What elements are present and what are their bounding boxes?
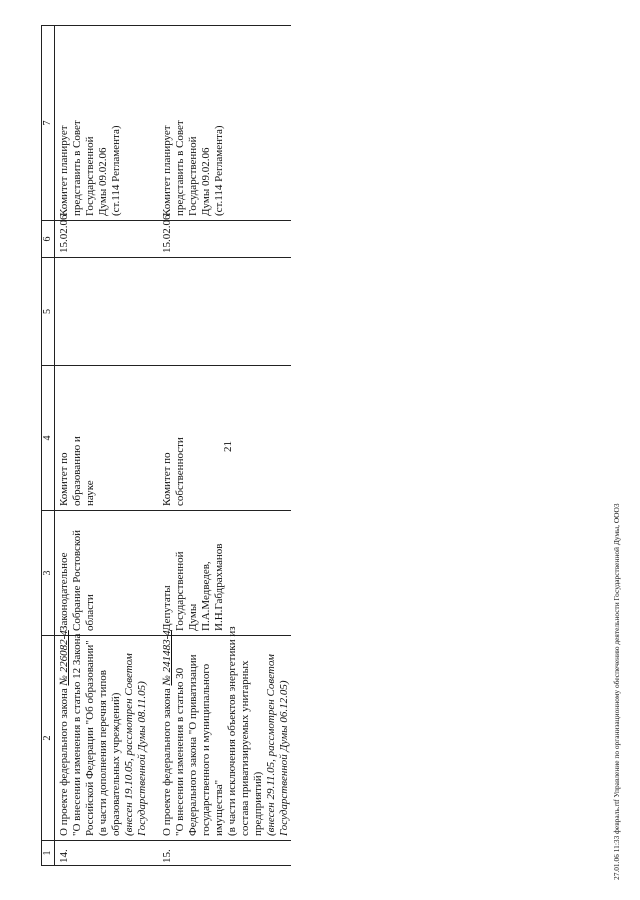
column-number: 3 [42,511,55,636]
bill-title-line: предприятий) [252,771,264,836]
plan-line: Думы 09.02.06 [97,147,109,216]
initiator-line: Собрание Ростовской [71,529,83,631]
page-footer: 27.01.06 11:33 февраль.rtf Управление по организационному обеспечению деятельности Государственной Думы, ООО3 [612,503,621,880]
plan-line: (ст.114 Регламента) [110,125,122,216]
initiator-line: Государственной [174,551,186,631]
table-row [158,26,292,866]
committee-line: образованию и [71,436,83,506]
plan-line: представить в Совет [174,120,186,216]
bill-title-first-line: О проекте федерального закона № 241483-4 [161,630,173,836]
bill-title-line: Российской Федерации "Об образовании" [84,640,96,836]
bill-title-line: состава приватизируемых унитарных [239,660,251,836]
bill-note-line: (внесен 19.10.05, рассмотрен Советом [123,653,135,836]
bill-title-first-line: О проекте федерального закона № 226082-4 [58,630,70,836]
bill-description [55,630,159,841]
row-number: 14. [55,841,159,866]
column-number: 1 [42,841,55,866]
bill-note-line: Государственной Думы 06.12.05) [278,680,290,836]
initiator-line: Законодательное [58,552,70,631]
plan-line: Государственной [187,136,199,216]
column-number: 4 [42,366,55,511]
bill-title-line: (в части исключения объектов энергетики из [226,626,238,836]
initiator-line: области [84,594,96,631]
column-5-cell [158,258,292,366]
bill-number: № 226082-4 [58,630,70,686]
bill-title-line: "О внесении изменения в статью 12 Закона [71,633,83,836]
bill-number: № 241483-4 [161,630,173,686]
column-number: 6 [42,221,55,258]
initiator-line: И.Н.Габдрахманов [213,543,225,631]
table-row [55,26,159,866]
responsible-committee [158,366,292,511]
bills-table-grid [41,25,292,866]
plan-line: Комитет планирует [58,125,70,216]
page-number: 21 [222,441,234,452]
bill-note-line: (внесен 29.11.05, рассмотрен Советом [265,654,277,836]
column-number-row [42,26,55,866]
initiator-line: Думы [187,603,199,631]
column-number: 5 [42,258,55,366]
bill-title-line: "О внесении изменения в статью 30 [174,667,186,836]
plan-note [158,26,292,221]
bill-title-line: Федерального закона "О приватизации [187,654,199,836]
bill-note-line: Государственной Думы 08.11.05) [136,681,148,836]
column-5-cell [55,258,159,366]
plan-line: представить в Совет [71,120,83,216]
initiator-line: Депутаты [161,585,173,631]
committee-line: Комитет по [58,452,70,506]
bill-initiator [55,511,159,636]
committee-line: Комитет по [161,452,173,506]
initiator-line: П.А.Медведев, [200,561,212,631]
row-number: 15. [158,841,292,866]
bill-title-line: государственного и муниципального [200,663,212,836]
deadline-date: 15.02.06 [158,221,292,258]
bill-title-line: образовательных учреждений) [110,692,122,836]
bill-title-line: имущества" [213,779,225,836]
plan-line: (ст.114 Регламента) [213,125,225,216]
bills-table [41,26,290,866]
plan-line: Думы 09.02.06 [200,147,212,216]
plan-line: Государственной [84,136,96,216]
column-number: 7 [42,26,55,221]
plan-line: Комитет планирует [161,125,173,216]
committee-line: собственности [174,437,186,506]
responsible-committee [55,366,159,511]
column-number: 2 [42,636,55,841]
plan-note [55,26,159,221]
bill-description [158,626,292,841]
committee-line: науке [84,480,96,506]
bill-title-line: (в части дополнения перечня типов [97,670,109,836]
deadline-date: 15.02.06 [55,221,159,258]
bill-initiator [158,511,292,636]
